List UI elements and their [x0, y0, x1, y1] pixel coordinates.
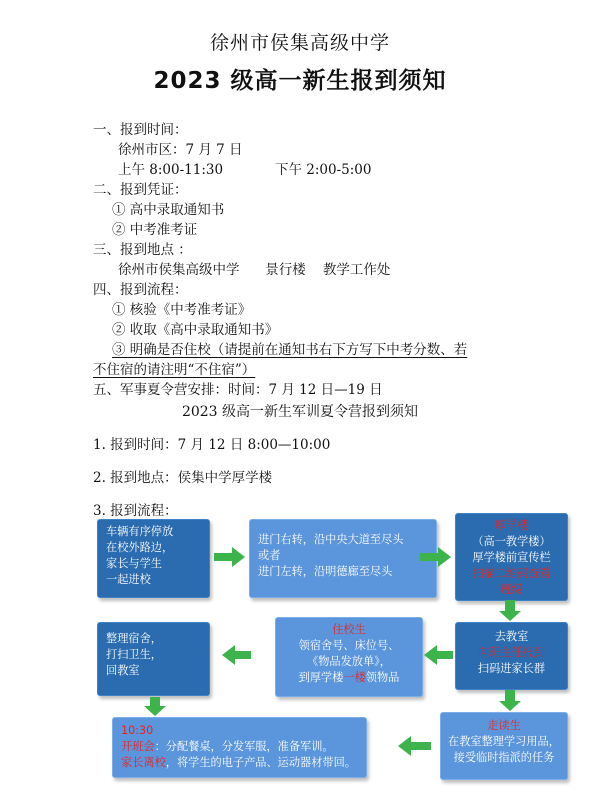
- flow-step-class-meeting: [112, 717, 367, 778]
- flow-step-meeting-text: ，将学生的电子产品、运动器材带回。: [165, 756, 356, 769]
- flow-step-boarding-text: 领物品: [365, 671, 400, 684]
- flow-step-boarding-floor: 一楼: [343, 671, 366, 684]
- section-3-location: 徐州市侯集高级中学 景行楼 教学工作处: [118, 262, 391, 278]
- flow-step-route: [249, 519, 437, 598]
- page-title: 2023 级高一新生报到须知: [153, 68, 447, 94]
- school-name: 徐州市侯集高级中学: [209, 32, 390, 54]
- section-4-item-2: ② 收取《高中录取通知书》: [112, 322, 279, 338]
- flow-step-meeting-line: [121, 755, 358, 771]
- section-4-title: 四、报到流程：: [93, 282, 188, 298]
- section-1-title: 一、报到时间：: [93, 122, 188, 138]
- flow-step-dorm-line: 整理宿舍，: [106, 632, 162, 645]
- section-4-item-3: ③ 明确是否住校（请提前在通知书右下方写下中考分数、若: [112, 342, 468, 358]
- section-5-title: 五、军事夏令营安排：时间：7 月 12 日—19 日: [93, 382, 383, 398]
- flow-step-parents-leave: 家长离校: [121, 756, 166, 769]
- flow-step-dorm-line: 回教室: [106, 664, 140, 677]
- camp-title: 2023 级高一新生军训夏令营报到须知: [181, 404, 419, 420]
- section-2-item-1: ① 高中录取通知书: [112, 202, 225, 218]
- flow-step-route-line: 进门右转，沿中央大道至尽头: [258, 533, 404, 546]
- flow-step-day-line: 接受临时指派的任务: [453, 751, 555, 764]
- section-2-title: 二、报到凭证：: [93, 182, 188, 198]
- flow-arrow-left-icon: [222, 644, 252, 666]
- section-1-pm: 下午 2:00-5:00: [275, 162, 372, 178]
- flow-step-boarding-last: [282, 670, 416, 686]
- flow-arrow-right-icon: [214, 546, 246, 568]
- flow-step-parking-line: 一起进校: [106, 573, 151, 586]
- flow-step-day-title: 走读生: [487, 719, 521, 732]
- flow-step-dorm-cleanup: [97, 622, 210, 696]
- camp-item-3: 3. 报到流程：: [93, 503, 178, 519]
- flow-step-houxue-building: [455, 513, 568, 601]
- flow-step-boarding-text: 到厚学楼: [298, 671, 344, 684]
- section-3-title: 三、报到地点 ：: [93, 242, 192, 258]
- flow-step-parking-line: 家长与学生: [106, 557, 162, 570]
- flow-arrow-right-icon: [420, 546, 452, 568]
- flow-step-meeting-time: 10:30: [121, 724, 154, 737]
- camp-item-1: 1. 报到时间：7 月 12 日 8:00—10:00: [93, 437, 331, 453]
- flow-arrow-left-icon: [424, 644, 454, 666]
- flow-step-houxue-line: （高一教学楼）: [472, 535, 551, 548]
- flow-step-classroom-line: 扫码进家长群: [477, 662, 546, 675]
- flow-step-boarding-title: 住校生: [332, 623, 366, 636]
- flow-step-houxue-qr: 班级: [500, 583, 523, 596]
- flow-step-classroom: [455, 622, 568, 690]
- flow-step-parking: [97, 519, 210, 598]
- flow-step-houxue-line: 厚学楼前宣传栏: [472, 551, 551, 564]
- flow-step-houxue-qr: 扫描二维码查看: [472, 567, 551, 580]
- flow-arrow-down-icon: [143, 697, 167, 717]
- flow-step-dorm-line: 打扫卫生，: [106, 648, 162, 661]
- section-4-item-3-cont: 不住宿的请注明“不住宿”）: [93, 362, 256, 378]
- flow-arrow-down-icon: [498, 690, 522, 712]
- flow-step-route-line: 进门左转，沿明德廊至尽头: [258, 565, 393, 578]
- flow-step-classroom-report: 向班主任报到: [477, 646, 546, 659]
- flow-step-parking-line: 在校外路边，: [106, 541, 174, 554]
- flow-step-houxue-title: 厚学楼: [494, 519, 529, 532]
- flow-step-boarding: [275, 617, 423, 697]
- flow-step-day-student: [440, 712, 568, 780]
- section-1-date: 徐州市区：7 月 7 日: [118, 142, 243, 158]
- flow-step-boarding-line: 《物品发放单》，: [307, 655, 391, 668]
- flow-step-meeting-line: [121, 739, 358, 755]
- flow-step-day-line: 在教室整理学习用品，: [448, 735, 560, 748]
- flow-step-meeting-text: ：分配餐桌，分发军服，准备军训。: [154, 740, 334, 753]
- section-2-item-2: ② 中考准考证: [112, 222, 198, 238]
- section-1-am: 上午 8:00-11:30: [118, 162, 224, 178]
- flow-arrow-left-icon: [398, 735, 432, 757]
- flow-step-meeting-label: 开班会: [121, 740, 155, 753]
- flow-step-parking-line: 车辆有序停放: [106, 525, 174, 538]
- flow-step-boarding-line: 领宿舍号、床位号、: [298, 639, 400, 652]
- camp-item-2: 2. 报到地点：侯集中学厚学楼: [93, 470, 273, 486]
- flow-step-route-line: 或者: [258, 549, 281, 562]
- flow-arrow-down-icon: [498, 600, 522, 622]
- flow-step-classroom-line: 去教室: [494, 630, 529, 643]
- section-4-item-1: ① 核验《中考准考证》: [112, 302, 252, 318]
